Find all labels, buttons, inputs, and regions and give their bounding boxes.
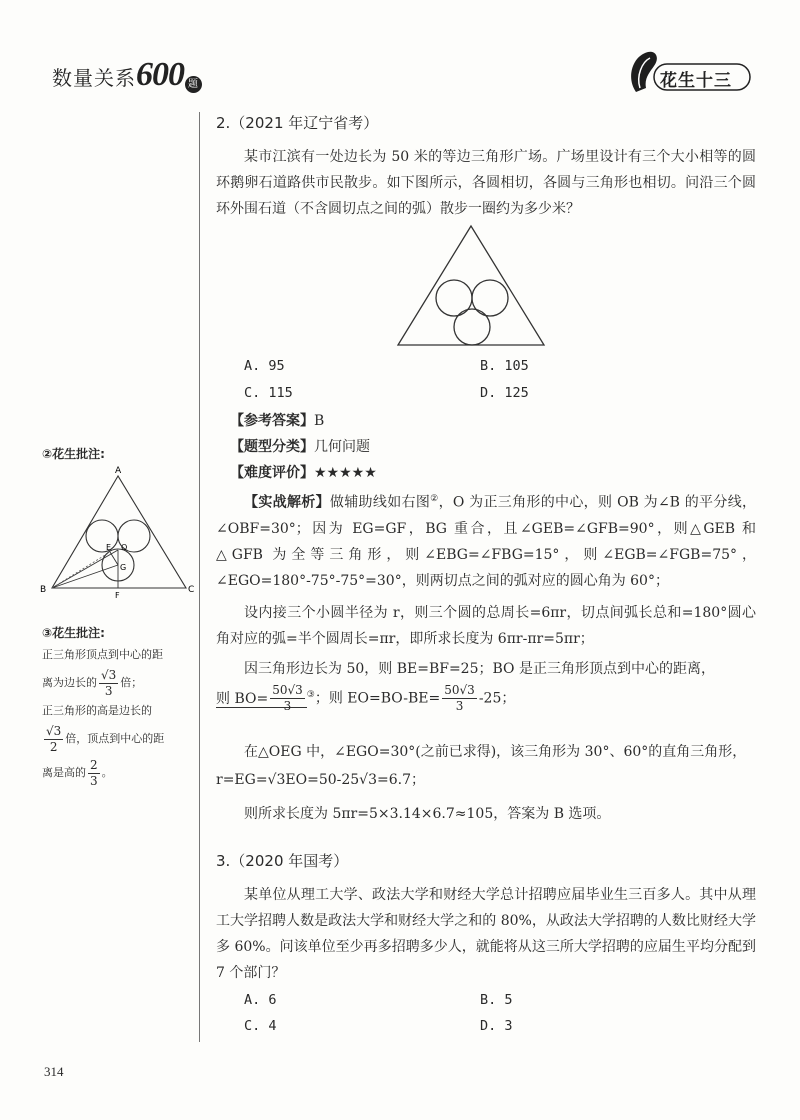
analysis-block — [216, 486, 756, 682]
analysis-para-1 — [216, 486, 756, 594]
side-fraction-3-num: 2 — [90, 757, 98, 772]
side-fraction-2-num: √3 — [46, 723, 62, 738]
fraction-bo-num: 50√3 — [272, 683, 303, 698]
side-note-3 — [42, 622, 192, 790]
label-e: E — [106, 543, 112, 552]
side-fraction-1-den: 3 — [104, 683, 113, 698]
fraction-bo — [270, 683, 305, 714]
analysis-bo-line — [216, 680, 756, 714]
fraction-eo-num: 50√3 — [444, 683, 475, 698]
fraction-eo — [442, 683, 477, 714]
analysis-para-4: 在△OEG 中，∠EGO=30°(之前已求得)，该三角形为 30°、60°的直角三角形， — [244, 744, 747, 760]
bo-underline — [216, 683, 307, 714]
q3-option-b[interactable]: B. 5 — [480, 992, 513, 1008]
q2-option-a[interactable]: A. 95 — [244, 358, 285, 374]
book-title — [52, 56, 202, 94]
side-note-2 — [42, 443, 192, 465]
q2-option-d[interactable]: D. 125 — [480, 385, 529, 401]
label-c: C — [188, 585, 195, 595]
side-note-3-text-c: 倍； — [120, 676, 143, 689]
label-g: G — [120, 563, 127, 572]
q2-option-b[interactable]: B. 105 — [480, 358, 529, 374]
difficulty-row — [230, 460, 756, 486]
analysis-para-2: 设内接三个小圆半径为 r，则三个圆的总周长=6πr，切点间弧长总和=180°圆心角对应的弧=半个圆周长=πr，即所求长度为 6πr-πr=5πr； — [216, 604, 756, 647]
analysis-lead: 做辅助线如右图 — [329, 494, 431, 511]
circle-right — [472, 280, 508, 316]
column-divider — [199, 112, 200, 1042]
triangle-circles-figure — [394, 224, 568, 348]
label-o: O — [121, 543, 128, 552]
answer-tag: 【参考答案】 — [230, 413, 314, 429]
fraction-eo-den: 3 — [455, 699, 464, 714]
side-fraction-3-den: 3 — [90, 773, 98, 788]
annotation-mark-2: ② — [430, 494, 439, 504]
book-title-number: 600 — [136, 56, 184, 93]
analysis-text-3c: ；则 EO=BO-BE= — [314, 690, 441, 707]
answer-block — [230, 408, 756, 486]
line-b-o — [52, 550, 118, 588]
fraction-bo-den: 3 — [283, 699, 292, 714]
side-fraction-3 — [88, 758, 100, 789]
type-row — [230, 434, 756, 460]
side-note-3-text-f: 离是高的 — [42, 766, 86, 779]
side-note-3-line-5 — [42, 756, 192, 790]
book-title-text: 数量关系 — [52, 66, 136, 90]
fig-circle-left — [86, 520, 118, 552]
annotated-triangle-figure — [36, 464, 196, 600]
analysis-tag: 【实战解析】 — [244, 494, 330, 511]
side-note-3-line-1: 正三角形顶点到中心的距 — [42, 648, 163, 661]
circle-bottom — [454, 309, 490, 345]
analysis-para-4b: r=EG=√3EO=50-25√3=6.7； — [216, 772, 425, 788]
side-note-3-text-g: 。 — [101, 766, 113, 779]
analysis-text-3a: 因三角形边长为 50，则 BE=BF=25；BO 是正三角形顶点到中心的距离， — [244, 660, 715, 677]
type-tag: 【题型分类】 — [230, 439, 314, 455]
line-b-g — [52, 565, 118, 588]
question-body: 某市江滨有一处边长为 50 米的等边三角形广场。广场里设计有三个大小相等的圆环鹅卵石道路供市民散步。如下图所示，各圆相切，各圆与三角形也相切。问沿三个圆环外围石道（不含圆切点之间的弧）散步一圈约为多少米？ — [216, 149, 756, 217]
question-3-heading: 3.（2020 年国考） — [216, 852, 349, 870]
line-e-g — [110, 552, 118, 565]
q3-option-c[interactable]: C. 4 — [244, 1018, 277, 1034]
analysis-text-1: ，O 为正三角形的中心，则 OB 为∠B 的平分线，∠OBF=30°；因为 EG=GF，BG 重合，且∠GEB=∠GFB=90°，则△GEB 和△GFB 为全等三角形，则∠EBG=∠FBG=15°，则∠EGB=∠FGB=75°，∠EGO=180°-75°-75°=30°，则两切点之间的弧对应的圆心角为 60°； — [216, 494, 757, 589]
difficulty-stars: ★★★★★ — [314, 465, 377, 481]
side-fraction-1 — [99, 668, 118, 699]
side-note-3-text-e: 倍，顶点到中心的距 — [65, 732, 165, 745]
triangle-outline — [398, 226, 544, 345]
side-fraction-2 — [44, 724, 63, 755]
brand-name: 花生十三 — [660, 71, 732, 91]
side-note-3-heading: ③花生批注: — [42, 626, 105, 640]
answer-value: B — [314, 413, 325, 429]
question-2 — [216, 110, 756, 222]
question-heading: 2.（2021 年辽宁省考） — [216, 114, 379, 132]
analysis-para-3 — [216, 656, 756, 682]
circle-left — [436, 280, 472, 316]
label-b: B — [40, 585, 47, 595]
answer-row — [230, 408, 756, 434]
page-number: 314 — [44, 1064, 64, 1079]
difficulty-tag: 【难度评价】 — [230, 465, 314, 481]
question-3 — [216, 848, 756, 986]
side-fraction-1-num: √3 — [101, 667, 117, 682]
side-note-2-heading: ②花生批注: — [42, 447, 105, 461]
label-a: A — [115, 466, 122, 476]
q3-option-a[interactable]: A. 6 — [244, 992, 277, 1008]
side-note-3-line-4 — [42, 722, 192, 756]
analysis-conclusion: 则所求长度为 5πr=5×3.14×6.7≈105，答案为 B 选项。 — [244, 806, 611, 822]
question-3-body: 某单位从理工大学、政法大学和财经大学总计招聘应届毕业生三百多人。其中从理工大学招聘人数是政法大学和财经大学之和的 80%，从政法大学招聘的人数比财经大学多 60%。问该单位至少再多招聘多少人，就能将从这三所大学招聘的应届生平均分配到 7 个部门？ — [216, 887, 756, 981]
label-f: F — [115, 591, 120, 600]
type-value: 几何问题 — [314, 439, 370, 455]
analysis-oeg — [216, 738, 756, 828]
book-title-suffix: 题 — [185, 76, 202, 93]
annotation-mark-3: ③ — [306, 690, 315, 700]
q3-option-d[interactable]: D. 3 — [480, 1018, 513, 1034]
q2-option-c[interactable]: C. 115 — [244, 385, 293, 401]
side-note-3-line-3: 正三角形的高是边长的 — [42, 704, 152, 717]
side-note-3-text-b: 离为边长的 — [42, 676, 97, 689]
side-fraction-2-den: 2 — [49, 739, 58, 754]
analysis-text-3d: -25； — [478, 690, 516, 707]
analysis-text-3b: 则 BO= — [216, 690, 269, 707]
side-note-3-line-2 — [42, 666, 192, 700]
